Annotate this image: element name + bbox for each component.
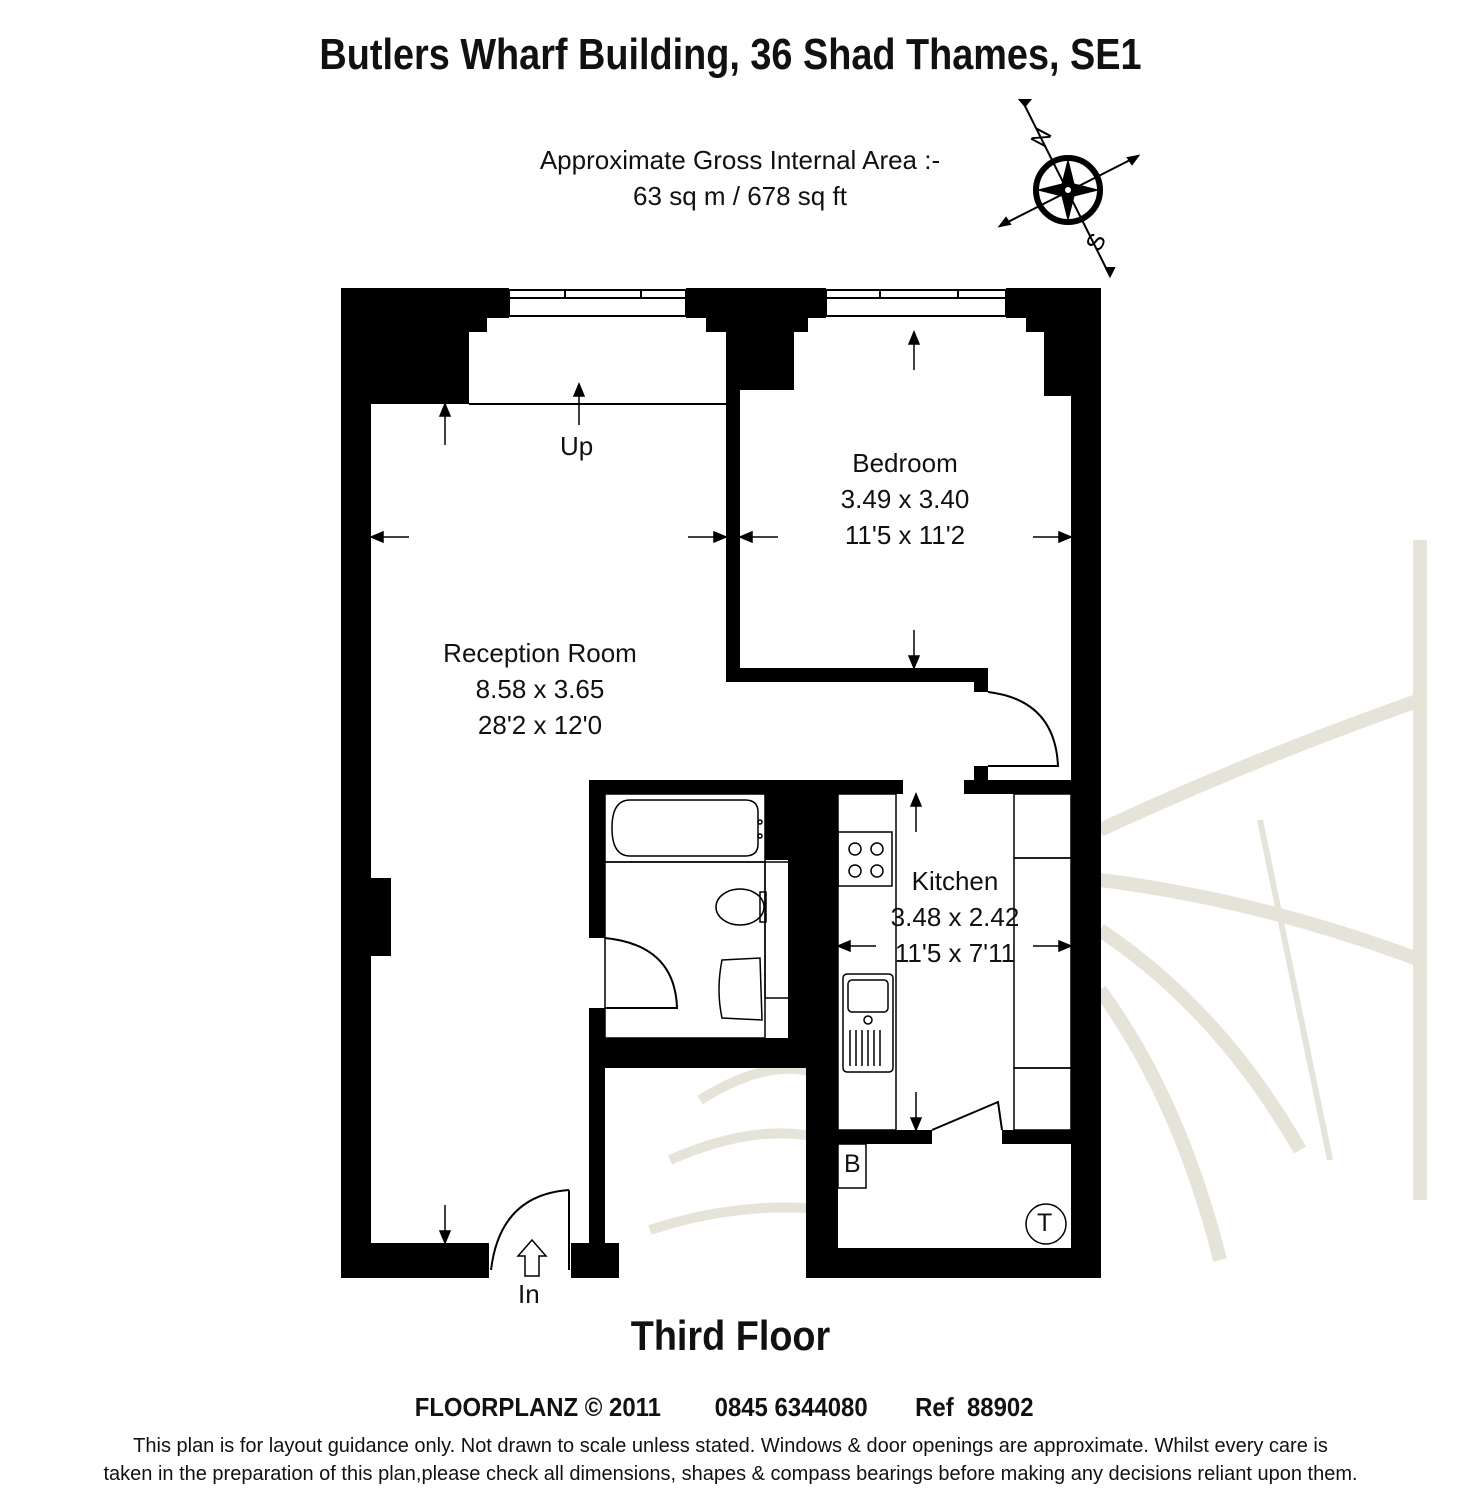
reception-label xyxy=(420,635,660,743)
doors xyxy=(491,692,1058,1270)
area-value: 63 sq m / 678 sq ft xyxy=(633,181,847,211)
boiler-label: B xyxy=(844,1150,861,1178)
bedroom-metric: 3.49 x 3.40 xyxy=(840,484,970,514)
disclaimer-line-1: This plan is for layout guidance only. Not drawn to scale unless stated. Windows & door openings are approximate. Whilst every care is xyxy=(133,1435,1328,1457)
kitchen-label xyxy=(880,863,1030,971)
footer-ref: Ref 88902 xyxy=(915,1392,1034,1422)
compass-north-label: N xyxy=(1025,123,1058,152)
area-label: Approximate Gross Internal Area :- xyxy=(539,145,941,175)
walls xyxy=(341,288,1101,1278)
reception-name: Reception Room xyxy=(443,638,637,668)
bedroom-name: Bedroom xyxy=(852,448,958,478)
footer-company: FLOORPLANZ © 2011 xyxy=(414,1392,661,1422)
disclaimer-line-2: taken in the preparation of this plan,please check all dimensions, shapes & compass bearings before making any decisions reliant upon them. xyxy=(103,1463,1358,1485)
bedroom-label xyxy=(840,445,970,553)
compass-rose-icon xyxy=(1000,100,1138,276)
tank-label: T xyxy=(1037,1209,1053,1237)
footer-phone: 0845 6344080 xyxy=(714,1392,868,1422)
bedroom-imperial: 11'5 x 11'2 xyxy=(844,520,966,550)
floor-name: Third Floor xyxy=(630,1312,831,1359)
kitchen-name: Kitchen xyxy=(911,866,999,896)
entrance-arrow-icon xyxy=(518,1240,546,1276)
kitchen-fixtures xyxy=(838,794,1071,1244)
disclaimer xyxy=(0,1432,1461,1488)
compass-south-label: S xyxy=(1080,228,1113,256)
property-title: Butlers Wharf Building, 36 Shad Thames, SE1 xyxy=(319,30,1142,79)
kitchen-metric: 3.48 x 2.42 xyxy=(890,902,1020,932)
reception-imperial: 28'2 x 12'0 xyxy=(477,710,603,740)
kitchen-imperial: 11'5 x 7'11 xyxy=(894,938,1016,968)
bathroom-fixtures xyxy=(605,794,789,1038)
reception-metric: 8.58 x 3.65 xyxy=(475,674,605,704)
stairs-up-label: Up xyxy=(560,431,594,461)
entrance-label: In xyxy=(518,1279,540,1309)
